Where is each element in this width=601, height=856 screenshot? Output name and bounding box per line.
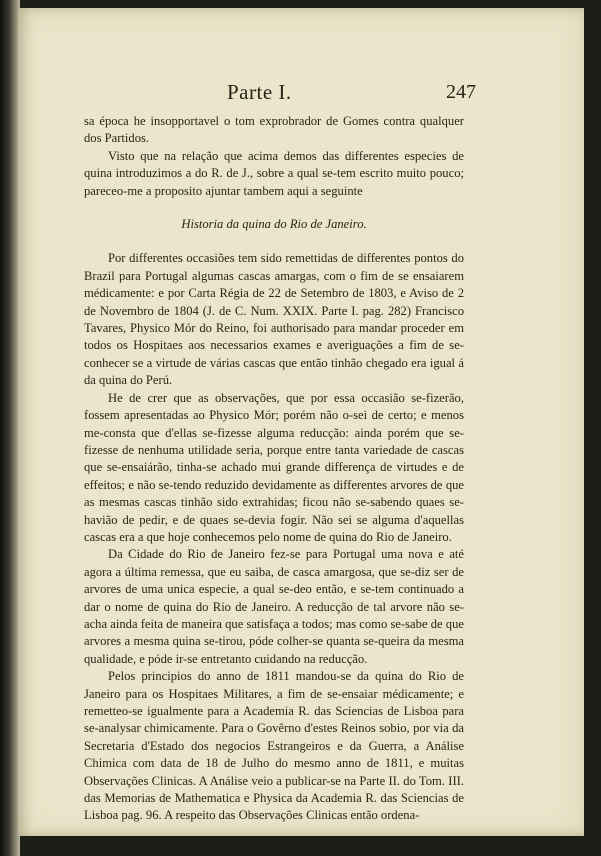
paragraph-history-4: Pelos principios do anno de 1811 mandou-se da quina do Rio de Janeiro para os Hospitaes Militares, a fim de se-ensaiar médicamente; e remetteo-se igualmente para a Academia R. das Sciencias de Lisboa para se-analysar chimicamente. Para o Govêrno d'estes Reinos sobio, por via da Secretaria d'Estado dos negocios Estrangeiros e da Guerra, a Análise Chimica com data de 18 de Julho do mesmo anno de 1811, e muitas Observações Clinicas. A Análise veio a publicar-se na Parte II. do Tom. III. das Memorias de Mathematica e Physica da Academia R. das Sciencias de Lisboa pag. 96. A respeito das Observações Clinicas então ordena- <box>84 669 464 823</box>
book-spine-edge <box>0 0 20 856</box>
paragraph-history-2: He de crer que as observações, que por essa occasião se-fizerão, fossem apresentadas ao Physico Mór; porém não o-sei de certo; e menos me-consta que d'ellas se-fizesse alguma reducção: ainda porém que se-fizesse de nenhuma utilidade seria, porque entre tanta variedade de cascas que se-ensaiárão, tinha-se achado mui grande differença de virtudes e de effeitos; e não se-tendo reduzido devidamente as differentes arvores de que as mesmas cascas tinhão sido extrahidas; ficou não se-sabendo quaes se-havião de pedir, e de quaes se-devia fogir. Não sei se alguma d'aquellas cascas era a que hoje conhecemos pelo nome de quina do Rio de Janeiro. <box>84 390 464 544</box>
paragraph-continuation: sa época he insopportavel o tom exprobrador de Gomes contra qualquer dos Partidos. <box>84 114 464 146</box>
page-header <box>18 80 584 110</box>
section-title: Historia da quina do Rio de Janeiro. <box>181 217 367 232</box>
paragraph-history-3: Da Cidade do Rio de Janeiro fez-se para Portugal uma nova e até agora a última remessa, que eu saiba, de casca amargosa, que se-diz ser de arvores de uma unica especie, a qual se-deo então, e se-tem continuado a dar o nome de quina do Rio de Janeiro. A reducção de tal arvore não se-acha ainda feita de maneira que satisfaça a todos; mas como se-sabe de que arvores a mesma quina se-tirou, póde colher-se quanta se-queira da mesma qualidade, e póde ir-se entretanto cuidando na reducção. <box>84 547 464 666</box>
paragraph-intro: Visto que na relação que acima demos das differentes especies de quina introduzimos a do R. de J., sobre a qual se-tem escrito muito pouco; pareceo-me a proposito ajuntar tambem aqui a seguinte <box>84 148 464 198</box>
book-page <box>18 8 584 836</box>
running-head: Parte I. <box>227 80 292 104</box>
paragraph-history-1: Por differentes occasiões tem sido remettidas de differentes pontos do Brazil para Portugal algumas cascas amargas, com o fim de se ensaiarem médicamente: e por Carta Régia de 22 de Setembro de 1803, e Aviso de 2 de Novembro de 1804 (J. de C. Num. XXIX. Parte I. pag. 282) Francisco Tavares, Physico Mór do Reino, foi authorisado para mandar proceder em todos os Hospitaes aos necessarios exames e averiguações a fim de se-conhecer se a virtude de várias cascas que então tinhão chegado era igual á da quina do Perú. <box>84 251 464 388</box>
page-number: 247 <box>446 81 476 103</box>
body-text <box>84 113 464 825</box>
